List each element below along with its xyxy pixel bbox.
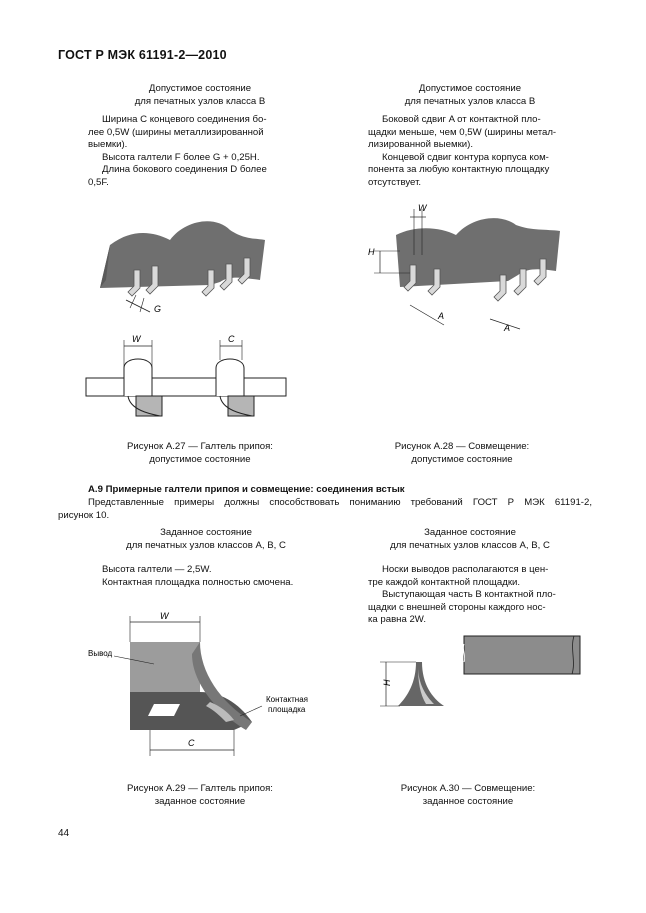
- caption-a28: [350, 440, 574, 466]
- lower-left-text: [88, 564, 318, 589]
- text-line: Концевой сдвиг контура корпуса ком-: [382, 151, 549, 163]
- caption-a29: [90, 782, 310, 808]
- lower-left-heading: [96, 526, 316, 552]
- dimension-line: [126, 300, 150, 312]
- label-c: C: [188, 738, 195, 748]
- heading-line: Допустимое состояние: [418, 83, 522, 94]
- caption-line: заданное состояние: [422, 796, 514, 807]
- text-line: Выступающая часть B контактной пло-: [382, 589, 556, 601]
- figure-a28: [360, 195, 590, 345]
- lead: [130, 642, 200, 692]
- bar: [86, 378, 286, 396]
- label-w: W: [418, 203, 427, 213]
- upper-left-text: [88, 114, 298, 190]
- document-header: ГОСТ Р МЭК 61191-2—2010: [58, 48, 227, 62]
- caption-line: допустимое состояние: [411, 454, 513, 465]
- label-h: H: [368, 247, 375, 257]
- label-pad: площадка: [268, 705, 306, 714]
- text-line: отсутствует.: [368, 176, 422, 188]
- component-body: [396, 218, 560, 287]
- heading-line: Заданное состояние: [424, 527, 516, 538]
- component-end: [464, 636, 580, 674]
- caption-line: Рисунок А.29 — Галтель припоя:: [127, 783, 273, 794]
- label-w: W: [160, 611, 169, 621]
- intro-line: рисунок 10.: [58, 510, 110, 521]
- label-c: C: [228, 334, 235, 344]
- text-line: ка равна 2W.: [368, 614, 427, 626]
- text-line: 0,5F.: [88, 176, 109, 188]
- dimension-line: [140, 298, 144, 312]
- caption-line: Рисунок А.28 — Совмещение:: [394, 441, 530, 452]
- figure-a27: [70, 200, 310, 440]
- text-line: щадки меньше, чем 0,5W (ширины метал-: [368, 126, 557, 138]
- caption-a30: [356, 782, 580, 808]
- caption-a27: [90, 440, 310, 466]
- text-line: щадки с внешней стороны каждого нос-: [368, 601, 546, 613]
- lower-right-text: [368, 564, 592, 627]
- figure-a29: [70, 606, 340, 766]
- text-line: Длина бокового соединения D более: [102, 164, 267, 176]
- caption-line: заданное состояние: [154, 796, 246, 807]
- heading-line: для печатных узлов классов А, В, С: [126, 540, 286, 551]
- text-line: понента за любую контактную площадку: [368, 164, 550, 176]
- label-lead: Вывод: [88, 649, 113, 658]
- label-g: G: [154, 304, 162, 314]
- heading-line: для печатных узлов класса В: [404, 96, 536, 107]
- caption-line: Рисунок А.30 — Совмещение:: [400, 783, 536, 794]
- section-title: А.9 Примерные галтели припоя и совмещение: соединения встык: [88, 484, 405, 495]
- text-line: тре каждой контактной площадки.: [368, 576, 521, 588]
- label-pad: Контактная: [266, 695, 309, 704]
- label-a: A: [504, 323, 511, 333]
- heading-line: Заданное состояние: [160, 527, 252, 538]
- figure-a30: [376, 634, 586, 714]
- text-line: Боковой сдвиг A от контактной пло-: [382, 114, 541, 125]
- caption-line: допустимое состояние: [149, 454, 251, 465]
- text-line: Носки выводов располагаются в цен-: [382, 564, 549, 575]
- lower-right-heading: [360, 526, 580, 552]
- text-line: Ширина C концевого соединения бо-: [102, 114, 267, 125]
- text-line: лее 0,5W (ширины металлизированной: [88, 126, 264, 138]
- page-number: 44: [58, 828, 70, 839]
- intro-line: Представленные примеры должны способствовать пониманию требований ГОСТ Р МЭК 61191-2,: [88, 497, 592, 508]
- heading-line: для печатных узлов классов А, В, С: [390, 540, 550, 551]
- upper-left-heading: [90, 82, 310, 108]
- text-line: Высота галтели F более G + 0,25H.: [102, 151, 260, 163]
- label-a: A: [438, 311, 445, 321]
- caption-line: Рисунок А.27 — Галтель припоя:: [127, 441, 273, 452]
- text-line: выемки).: [88, 139, 128, 151]
- upper-right-text: [368, 114, 594, 190]
- label-w: W: [132, 334, 141, 344]
- upper-right-heading: [360, 82, 580, 108]
- label-h: H: [382, 679, 392, 686]
- heading-line: Допустимое состояние: [148, 83, 252, 94]
- section-intro: [58, 496, 592, 522]
- heading-line: для печатных узлов класса В: [134, 96, 266, 107]
- dimension-line: [130, 295, 136, 308]
- text-line: Высота галтели — 2,5W.: [102, 564, 212, 575]
- text-line: Контактная площадка полностью смочена.: [102, 576, 294, 588]
- text-line: лизированной выемки).: [368, 139, 474, 151]
